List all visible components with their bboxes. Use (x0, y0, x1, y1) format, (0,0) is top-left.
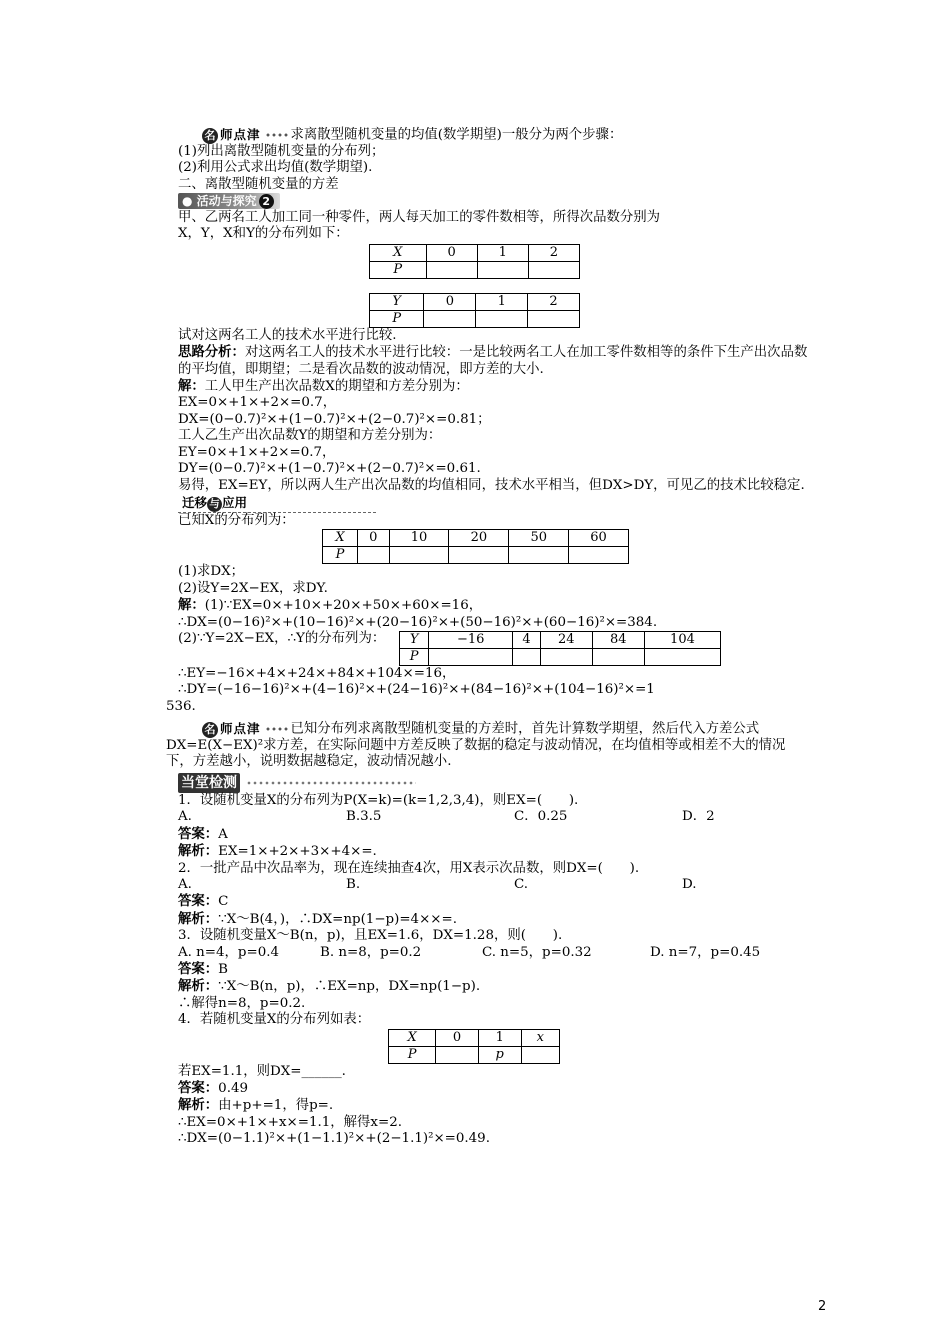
solution-line: EY=0×+1×+2×=0.7， (178, 444, 336, 460)
table-row: Y −16 4 24 84 104 (400, 631, 721, 648)
solution-line: 易得，EX=EY，所以两人生产出次品数的均值相同，技术水平相当，但DX>DY，可见乙的技术比较稳定. (178, 477, 805, 493)
table-row: X 0 1 2 (370, 244, 580, 261)
table-row: X 0 1 x (389, 1029, 560, 1046)
table-y2-distribution (399, 631, 721, 666)
quiz-explanation: ∴解得n=8，p=0.2. (178, 995, 306, 1011)
solution-line: EX=0×+1×+2×=0.7， (178, 395, 337, 411)
question-line-2: X，Y，X和Y的分布列如下： (178, 226, 349, 242)
exercise-line: 解：(1)∵EX=0×+10×+20×+50×+60×=16， (178, 597, 483, 614)
quiz-answer: 答案：B (178, 960, 229, 977)
activity-tag-line (178, 193, 808, 210)
quiz-question: 4．若随机变量X的分布列如表： (178, 1012, 371, 1028)
page-number: 2 (818, 1299, 827, 1314)
exercise-line: ∴EY=−16×+4×+24×+84×+104×=16， (178, 665, 456, 681)
exercise-line: ∴DX=(0−16)²×+(10−16)²×+(20−16)²×+(50−16)²×+(60−16)²×=384. (178, 614, 658, 630)
quiz-options: A. B. C. D. (178, 876, 697, 892)
exercise-line: ∴DY=(−16−16)²×+(4−16)²×+(24−16)²×+(84−16)²×+(104−16)²×=1 (178, 682, 655, 698)
table-row: P (323, 547, 629, 564)
table-row: P p (389, 1046, 560, 1063)
transfer-tag: 迁移 与 应用 (178, 494, 376, 513)
transfer-tag-line (178, 494, 808, 513)
table-row: Y 0 1 2 (370, 293, 580, 310)
analysis-paragraph: 思路分析：对这两名工人的技术水平进行比较：一是比较两名工人在加工零件数相等的条件下生产出次品数的平均值，即期望；二是看次品数的波动情况，即方差的大小. (178, 344, 808, 377)
table-row: X 0 10 20 50 60 (323, 530, 629, 547)
exercise-line: (2)设Y=2X−EX，求DY. (178, 580, 328, 596)
table-y-distribution (369, 293, 580, 328)
yu-circle-icon: 与 (207, 497, 222, 512)
quiz-explanation: 解析：∵X～B(4，)，∴DX=np(1−p)=4××=. (178, 910, 457, 927)
table-row: P (400, 648, 721, 665)
mingshi-tag: 名 师点津 (202, 721, 291, 737)
solution-line: 工人乙生产出次品数Y的期望和方差分别为： (178, 428, 442, 444)
dots-icon (265, 727, 289, 731)
solution-line: 解：工人甲生产出次品数X的期望和方差分别为： (178, 378, 469, 395)
dots-icon (265, 133, 289, 137)
quiz-explanation: 解析：∵X～B(n，p)，∴EX=np，DX=np(1−p). (178, 978, 481, 995)
step-2: (2)利用公式求出均值(数学期望). (178, 160, 373, 176)
check-tag-line (178, 773, 808, 793)
exercise-line: 已知X的分布列为： (178, 512, 295, 528)
ming-circle-icon: 名 (202, 722, 218, 738)
question-line-3: 试对这两名工人的技术水平进行比较. (178, 327, 397, 343)
exercise-line: (1)求DX； (178, 564, 245, 580)
quiz-question: 3．设随机变量X～B(n，p)，且EX=1.6，DX=1.28，则( ). (178, 928, 563, 944)
table-x-distribution (369, 244, 580, 279)
check-tag: 当堂检测 (178, 773, 416, 793)
exercise-line: (2)∵Y=2X−EX，∴Y的分布列为： Y −16 4 24 84 104 P (178, 631, 808, 666)
step-1: (1)列出离散型随机变量的分布列； (178, 143, 385, 159)
question-line-1: 甲、乙两名工人加工同一种零件，两人每天加工的零件数相等，所得次品数分别为 (178, 210, 661, 226)
mingshi-tag: 名 师点津 (202, 127, 291, 143)
table-row: P (370, 261, 580, 278)
section-heading: 二、离散型随机变量的方差 (178, 176, 339, 192)
ming-circle-icon: 名 (202, 128, 218, 144)
quiz-explanation: 解析：由+p+=1，得p=. (178, 1097, 334, 1114)
quiz-options: A. n=4，p=0.4 B. n=8，p=0.2 C. n=5，p=0.32 D. n=7，p=0.45 (178, 944, 761, 960)
exercise-line: 536. (166, 698, 196, 714)
activity-tag: ● 活动与探究 2 (178, 193, 280, 209)
solution-line: DX=(0−0.7)²×+(1−0.7)²×+(2−0.7)²×=0.81； (178, 411, 491, 427)
quiz-answer: 答案：0.49 (178, 1079, 248, 1096)
tip-line: 名 师点津 求离散型随机变量的均值(数学期望)一般分为两个步骤： (166, 127, 808, 144)
quiz-question: 若EX=1.1，则DX=______. (178, 1063, 346, 1079)
activity-number: 2 (259, 194, 274, 209)
quiz-answer: 答案：A (178, 825, 228, 842)
table-row: P (370, 310, 580, 327)
quiz-explanation: 解析：EX=1×+2×+3×+4×=. (178, 843, 377, 860)
quiz-answer: 答案：C (178, 893, 229, 910)
quiz-question: 1．设随机变量X的分布列为P(X=k)=(k=1,2,3,4)，则EX=( ). (178, 792, 579, 808)
page-content (166, 127, 808, 1148)
quiz-explanation: ∴EX=0×+1×+x×=1.1，解得x=2. (178, 1114, 402, 1130)
quiz-options: A. B.3.5 C．0.25 D．2 (178, 809, 715, 825)
quiz-explanation: ∴DX=(0−1.1)²×+(1−1.1)²×+(2−1.1)²×=0.49. (178, 1131, 490, 1147)
solution-line: DY=(0−0.7)²×+(1−0.7)²×+(2−0.7)²×=0.61. (178, 461, 481, 477)
dots-icon (246, 781, 416, 785)
quiz-question: 2．一批产品中次品率为，现在连续抽查4次，用X表示次品数，则DX=( ). (178, 860, 640, 876)
tip-paragraph: 名 师点津 已知分布列求离散型随机变量的方差时，首先计算数学期望，然后代入方差公式DX=E(X−EX)²求方差，在实际问题中方差反映了数据的稳定与波动情况，在均值相等或相差不大的情况下，方差越小，说明数据越稳定，波动情况越小. (166, 721, 786, 770)
table-x3-distribution (388, 1029, 560, 1064)
table-x2-distribution (322, 529, 629, 564)
